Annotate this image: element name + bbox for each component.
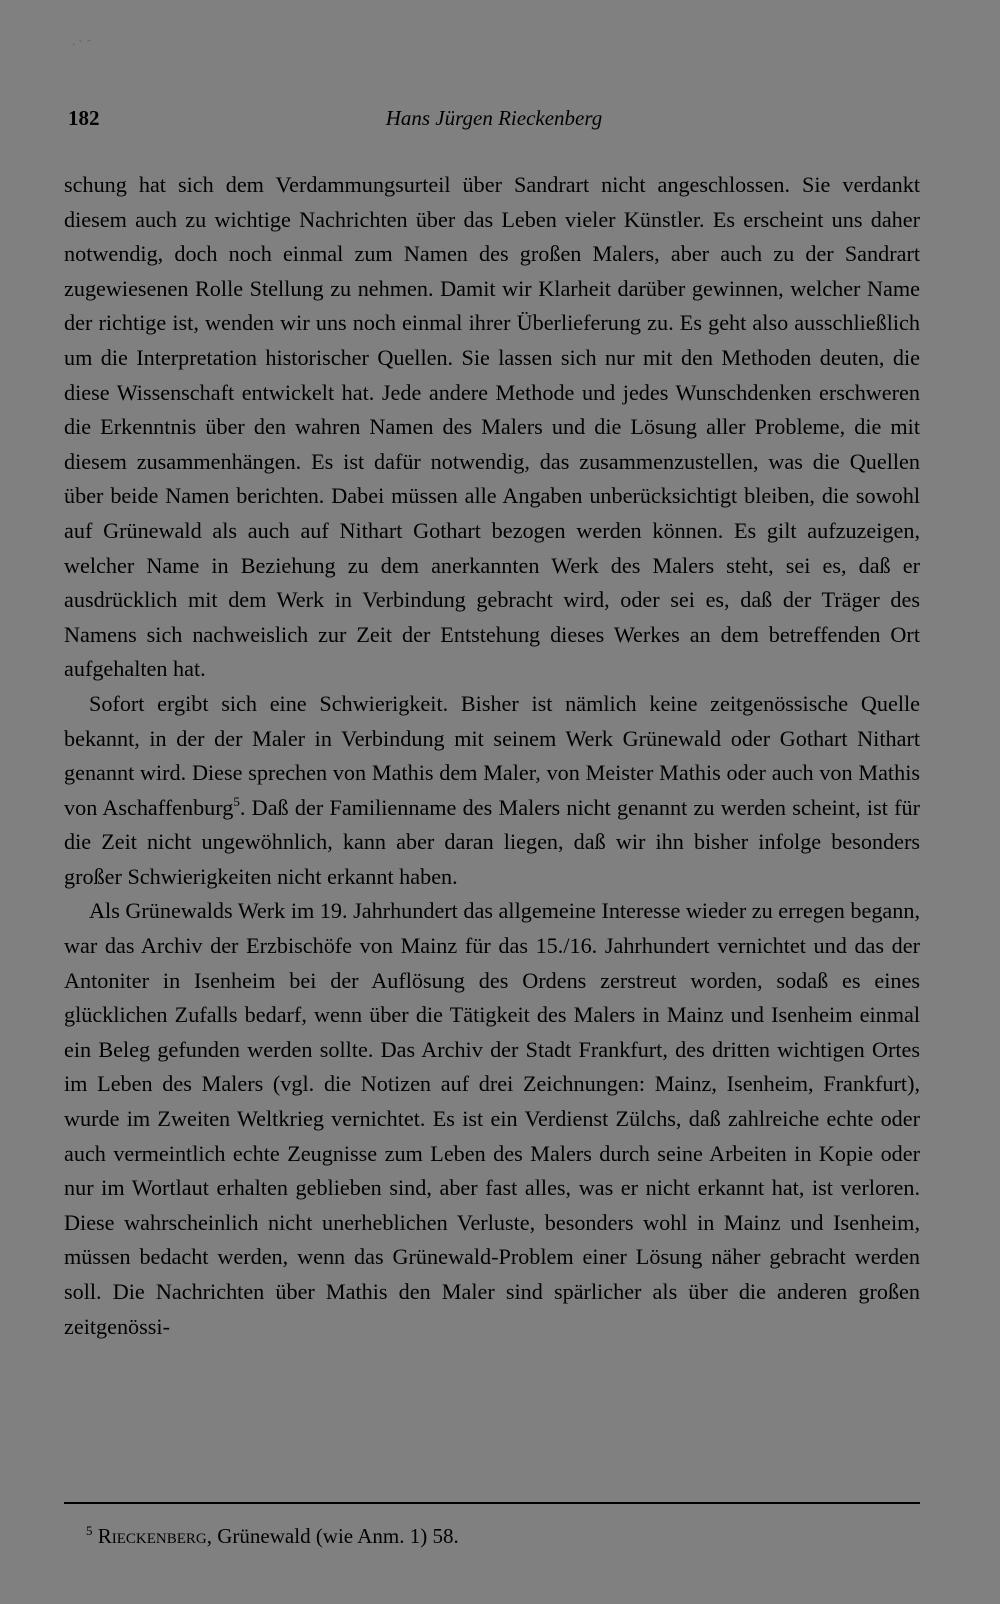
footnote-number: 5 (86, 1523, 93, 1538)
paragraph-text: Als Grünewalds Werk im 19. Jahrhundert das allgemeine Interesse wieder zu erregen begann, war das Archiv der Erzbischöfe von Mainz für das 15./16. Jahrhundert vernichtet und das der Antoniter in Isenheim bei der Auflösung des Ordens zerstreut worden, sodaß es eines glücklichen Zufalls bedarf, wenn über die Tätigkeit des Malers in Mainz und Isenheim einmal ein Beleg gefunden werden sollte. Das Archiv der Stadt Frankfurt, des dritten wichtigen Ortes im Leben des Malers (vgl. die Notizen auf drei Zeichnungen: Mainz, Isenheim, Frankfurt), wurde im Zweiten Weltkrieg vernichtet. Es ist ein Verdienst Zülchs, daß zahlreiche echte oder auch vermeintlich echte Zeugnisse zum Leben des Malers durch seine Arbeiten in Kopie oder nur im Wortlaut erhalten geblieben sind, aber fast alles, was er nicht erkannt hat, ist verloren. Diese wahrscheinlich nicht unerheblichen Verluste, besonders wohl in Mainz und Isenheim, müssen bedacht werden, wenn das Grünewald-Problem einer Lösung näher gebracht werden soll. Die Nachrichten über Mathis den Maler sind spärlicher als über die anderen großen zeitgenössi- (64, 898, 920, 1339)
footnote-reference: 5 (233, 793, 240, 809)
footnote-author: Rieckenberg (97, 1524, 207, 1548)
paragraph-2 (64, 687, 920, 895)
paragraph-3 (64, 894, 920, 1344)
page-number: 182 (68, 106, 100, 130)
paragraph-1 (64, 168, 920, 687)
paragraph-text: schung hat sich dem Verdammungsurteil über Sandrart nicht angeschlossen. Sie verdankt diesem auch zu wichtige Nachrichten über das Leben vieler Künstler. Es erscheint uns daher notwendig, doch noch einmal zum Namen des großen Malers, aber auch zu der Sandrart zugewiesenen Rolle Stellung zu nehmen. Damit wir Klarheit darüber gewinnen, welcher Name der richtige ist, wenden wir uns noch einmal ihrer Überlieferung zu. Es geht also ausschließlich um die Interpretation historischer Quellen. Sie lassen sich nur mit den Methoden deuten, die diese Wissenschaft entwickelt hat. Jede andere Methode und jedes Wunschdenken erschweren die Erkenntnis über den wahren Namen des Malers und die Lösung aller Probleme, die mit diesem zusammenhängen. Es ist dafür notwendig, das zusammenzustellen, was die Quellen über beide Namen berichten. Dabei müssen alle Angaben unberücksichtigt bleiben, die sowohl auf Grünewald als auch auf Nithart Gothart bezogen werden können. Es gilt aufzuzeigen, welcher Name in Beziehung zu dem anerkannten Werk des Malers steht, sei es, daß er ausdrücklich mit dem Werk in Verbindung gebracht wird, oder sei es, daß der Träger des Namens sich nachweislich zur Zeit der Entstehung dieses Werkes an dem betreffenden Ort aufgehalten hat. (64, 172, 920, 682)
page-header (68, 104, 920, 132)
paragraph-text-tail: . Daß der Familienname des Malers nicht genannt zu werden scheint, ist für die Zeit nicht ungewöhnlich, kann aber daran liegen, daß wir ihn bisher infolge besonders großer Schwierigkeiten nicht erkannt haben. (64, 794, 920, 889)
footnote (86, 1522, 906, 1550)
scan-artifact-mark: · ˋ ˉ (72, 40, 92, 51)
footnote-text: , Grünewald (wie Anm. 1) 58. (206, 1524, 459, 1548)
paragraph-text: Sofort ergibt sich eine Schwierigkeit. Bisher ist nämlich keine zeitgenössische Quelle bekannt, in der der Maler in Verbindung mit seinem Werk Grünewald oder Gothart Nithart genannt wird. Diese sprechen von Mathis dem Maler, von Meister Mathis oder auch von Mathis von Aschaffenburg (64, 690, 920, 820)
footnote-divider (64, 1502, 920, 1504)
running-head: Hans Jürgen Rieckenberg (385, 106, 603, 130)
body-text (64, 168, 920, 1344)
